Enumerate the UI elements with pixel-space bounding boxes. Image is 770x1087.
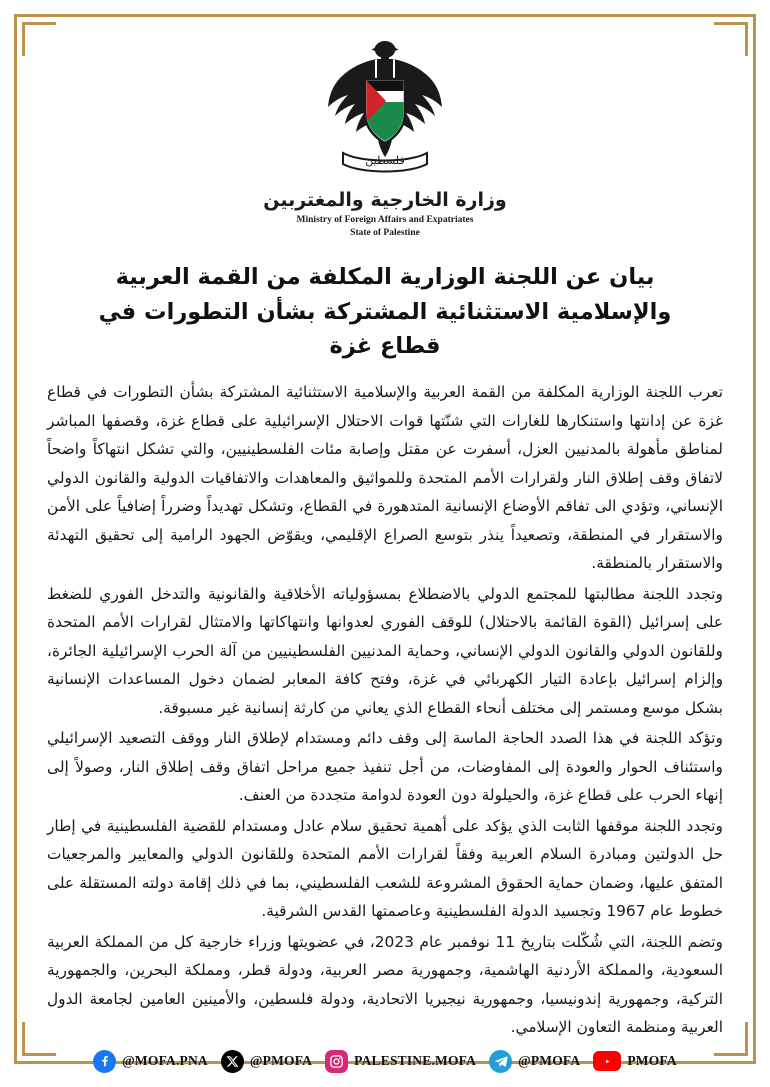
social-link-instagram[interactable] (325, 1050, 476, 1073)
paragraph-4: وتجدد اللجنة موقفها الثابت الذي يؤكد على أهمية تحقيق سلام عادل ومستدام للقضية الفلسطينية في إطار حل الدولتين ومبادرة السلام العربية وفقاً لقرارات الأمم المتحدة وللقانون الدولي والمعايير والمرجعيات المتفق عليها، وضمان حماية الحقوق المشروعة للشعب الفلسطيني، بما في ذلك إقامة دولته المستقلة على خطوط عام 1967 وتجسيد الدولة الفلسطينية وعاصمتها القدس الشرقية. (47, 816, 723, 921)
paragraph-3: وتؤكد اللجنة في هذا الصدد الحاجة الماسة إلى وقف دائم ومستدام لإطلاق النار ووقف التصعيد الإسرائيلي واستئناف الحوار والعودة إلى المفاوضات، من أجل تنفيذ جميع مراحل اتفاق وقف إطلاق النار، وصولاً إلى إنهاء الحرب على قطاع غزة، والحيلولة دون العودة لدوامة متجددة من العنف. (47, 729, 723, 805)
document-frame (14, 14, 756, 1069)
x-twitter-icon (221, 1050, 244, 1073)
palestine-coat-of-arms-icon (321, 37, 449, 187)
paragraph-5: وتضم اللجنة، التي شُكّلت بتاريخ 11 نوفمبر عام 2023، في عضويتها وزراء خارجية كل من المملكة العربية السعودية، والمملكة الأردنية الهاشمية، وجمهورية مصر العربية، ودولة قطر، ومملكة البحرين، والجمهورية التركية، وجمهورية إندونيسيا، وجمهورية نيجيريا الاتحادية، ودولة فلسطين، والأمينين العامين لجامعة الدول العربية ومنظمة التعاون الإسلامي. (47, 932, 723, 1037)
social-link-x[interactable] (221, 1050, 312, 1073)
corner-ornament-top-left (22, 22, 56, 56)
x-handle: @PMOFA (249, 1053, 313, 1069)
social-link-telegram[interactable] (489, 1050, 580, 1073)
svg-text:فلسطين: فلسطين (365, 154, 405, 167)
ministry-name-english-line1: Ministry of Foreign Affairs and Expatriates (296, 215, 474, 225)
ministry-name-arabic: وزارة الخارجية والمغتربين (263, 189, 507, 211)
youtube-icon (593, 1051, 621, 1071)
facebook-handle: @MOFA.PNA (122, 1053, 208, 1069)
telegram-icon (489, 1050, 512, 1073)
instagram-icon (325, 1050, 348, 1073)
ministry-name-english (43, 214, 727, 240)
instagram-handle: PALESTINE.MOFA (354, 1053, 477, 1069)
telegram-handle: @PMOFA (518, 1053, 581, 1069)
social-footer (43, 1042, 727, 1087)
youtube-handle: PMOFA (627, 1053, 677, 1069)
corner-ornament-bottom-right (714, 1022, 748, 1056)
social-link-youtube[interactable] (593, 1051, 676, 1071)
corner-ornament-bottom-left (22, 1022, 56, 1056)
document-header (43, 27, 727, 240)
statement-title: بيان عن اللجنة الوزارية المكلفة من القمة العربية والإسلامية الاستثنائية المشتركة بشأن التطورات في قطاع غزة (98, 263, 672, 360)
facebook-icon (93, 1050, 116, 1073)
ministry-name-english-line2: State of Palestine (350, 227, 420, 238)
corner-ornament-top-right (714, 22, 748, 56)
social-link-facebook[interactable] (93, 1050, 208, 1073)
paragraph-2: وتجدد اللجنة مطالبتها للمجتمع الدولي بالاضطلاع بمسؤولياته الأخلاقية والقانونية والتدخل الفوري للضغط على إسرائيل (القوة القائمة بالاحتلال) للوقف الفوري لعدوانها وانتهاكاتها والامتثال لقرارات الأمم المتحدة وللقانون الدولي والقانون الدولي الإنساني، وحماية المدنيين الفلسطينيين من آلة الحرب الإسرائيلية الجائرة، وإلزام إسرائيل بإعادة التيار الكهربائي في غزة، وفتح كافة المعابر لضمان دخول المساعدات الإنسانية بشكل موسع ومستمر إلى مختلف أنحاء القطاع الذي يعاني من كارثة إنسانية غير مسبوقة. (47, 584, 723, 717)
statement-body (43, 378, 727, 1042)
paragraph-1: تعرب اللجنة الوزارية المكلفة من القمة العربية والإسلامية الاستثنائية المشتركة بشأن التطورات في قطاع غزة عن إدانتها واستنكارها للغارات التي شنّتها قوات الاحتلال الإسرائيلية على قطاع غزة، وقصفها المباشر لمناطق مأهولة بالمدنيين العزل، أسفرت عن مقتل وإصابة مئات الفلسطينيين، والتي تشكل انتهاكاً واضحاً لاتفاق وقف إطلاق النار ولقرارات الأمم المتحدة وللمواثيق والمعاهدات والاتفاقيات الدولية والقانون الدولي الإنساني، وتؤدي الى تفاقم الأوضاع الإنسانية المتدهورة في القطاع، وتشكل تهديداً وضرراً إضافياً على الأمن والاستقرار في المنطقة، وتصعيداً ينذر بتوسع الصراع الإقليمي، ويقوّض الجهود الرامية إلى تحقيق التهدئة والاستقرار بالمنطقة. (47, 383, 723, 573)
